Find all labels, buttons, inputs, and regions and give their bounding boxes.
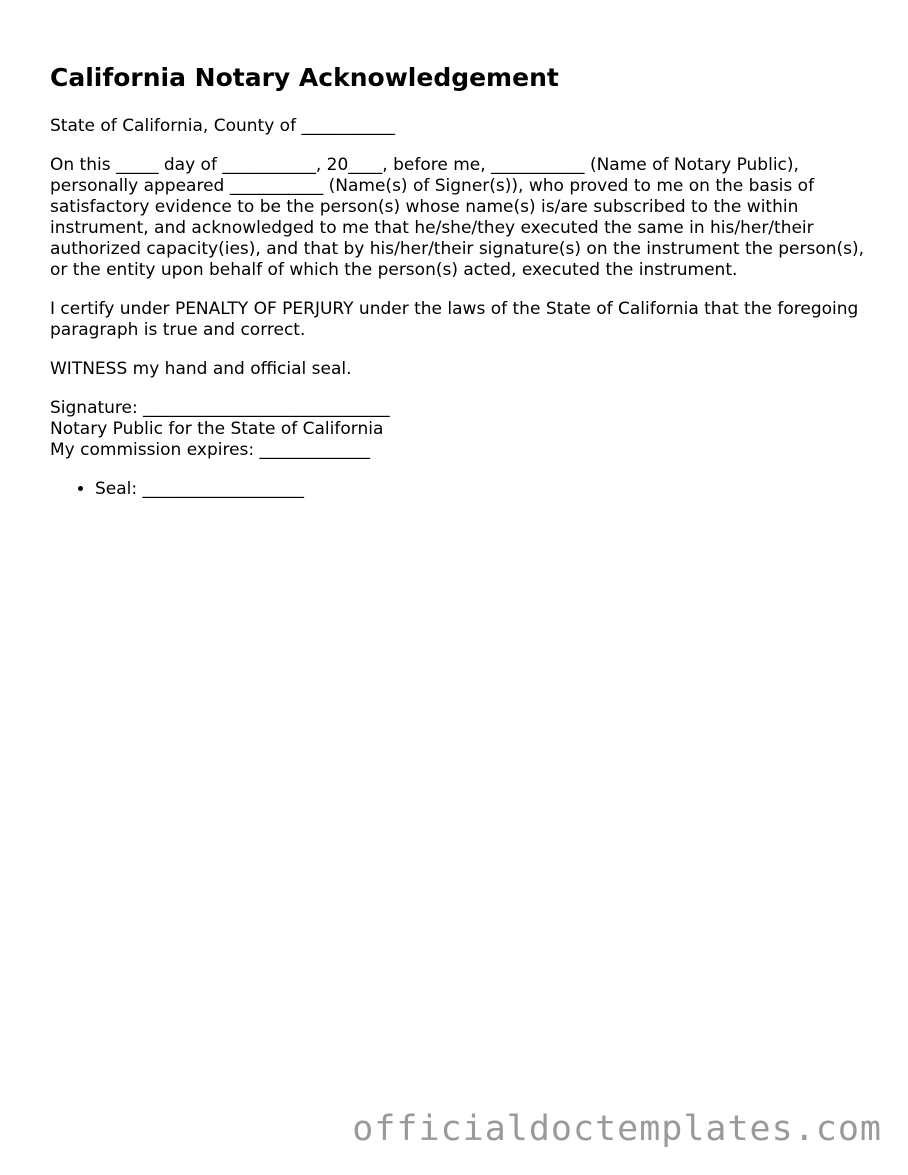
seal-list xyxy=(50,479,870,500)
commission-expires-line: My commission expires: _____________ xyxy=(50,440,371,460)
notary-public-line: Notary Public for the State of California xyxy=(50,419,384,439)
document-title: California Notary Acknowledgement xyxy=(50,63,559,92)
state-county-line: State of California, County of ___________ xyxy=(50,116,395,136)
acknowledgment-paragraph: On this _____ day of ___________, 20____, before me, ___________ (Name of Notary Public), personally appeared ___________ (Name(s) of Signer(s)), who proved to me on the basis of satisfactory evidence to be the person(s) whose name(s) is/are subscribed to the within instrument, and acknowledged to me that he/she/they executed the same in his/her/their authorized capacity(ies), and that by his/her/their signature(s) on the instrument the person(s), or the entity upon behalf of which the person(s) acted, executed the instrument. xyxy=(50,155,865,280)
witness-line: WITNESS my hand and official seal. xyxy=(50,359,352,379)
perjury-paragraph: I certify under PENALTY OF PERJURY under the laws of the State of California that the foregoing paragraph is true and correct. xyxy=(50,299,859,340)
signature-block xyxy=(50,398,870,461)
document-page xyxy=(50,60,870,500)
signature-line: Signature: _____________________________ xyxy=(50,398,390,418)
seal-list-item: • Seal: ___________________ xyxy=(95,479,870,500)
watermark: officialdoctemplates.com xyxy=(352,1109,882,1149)
